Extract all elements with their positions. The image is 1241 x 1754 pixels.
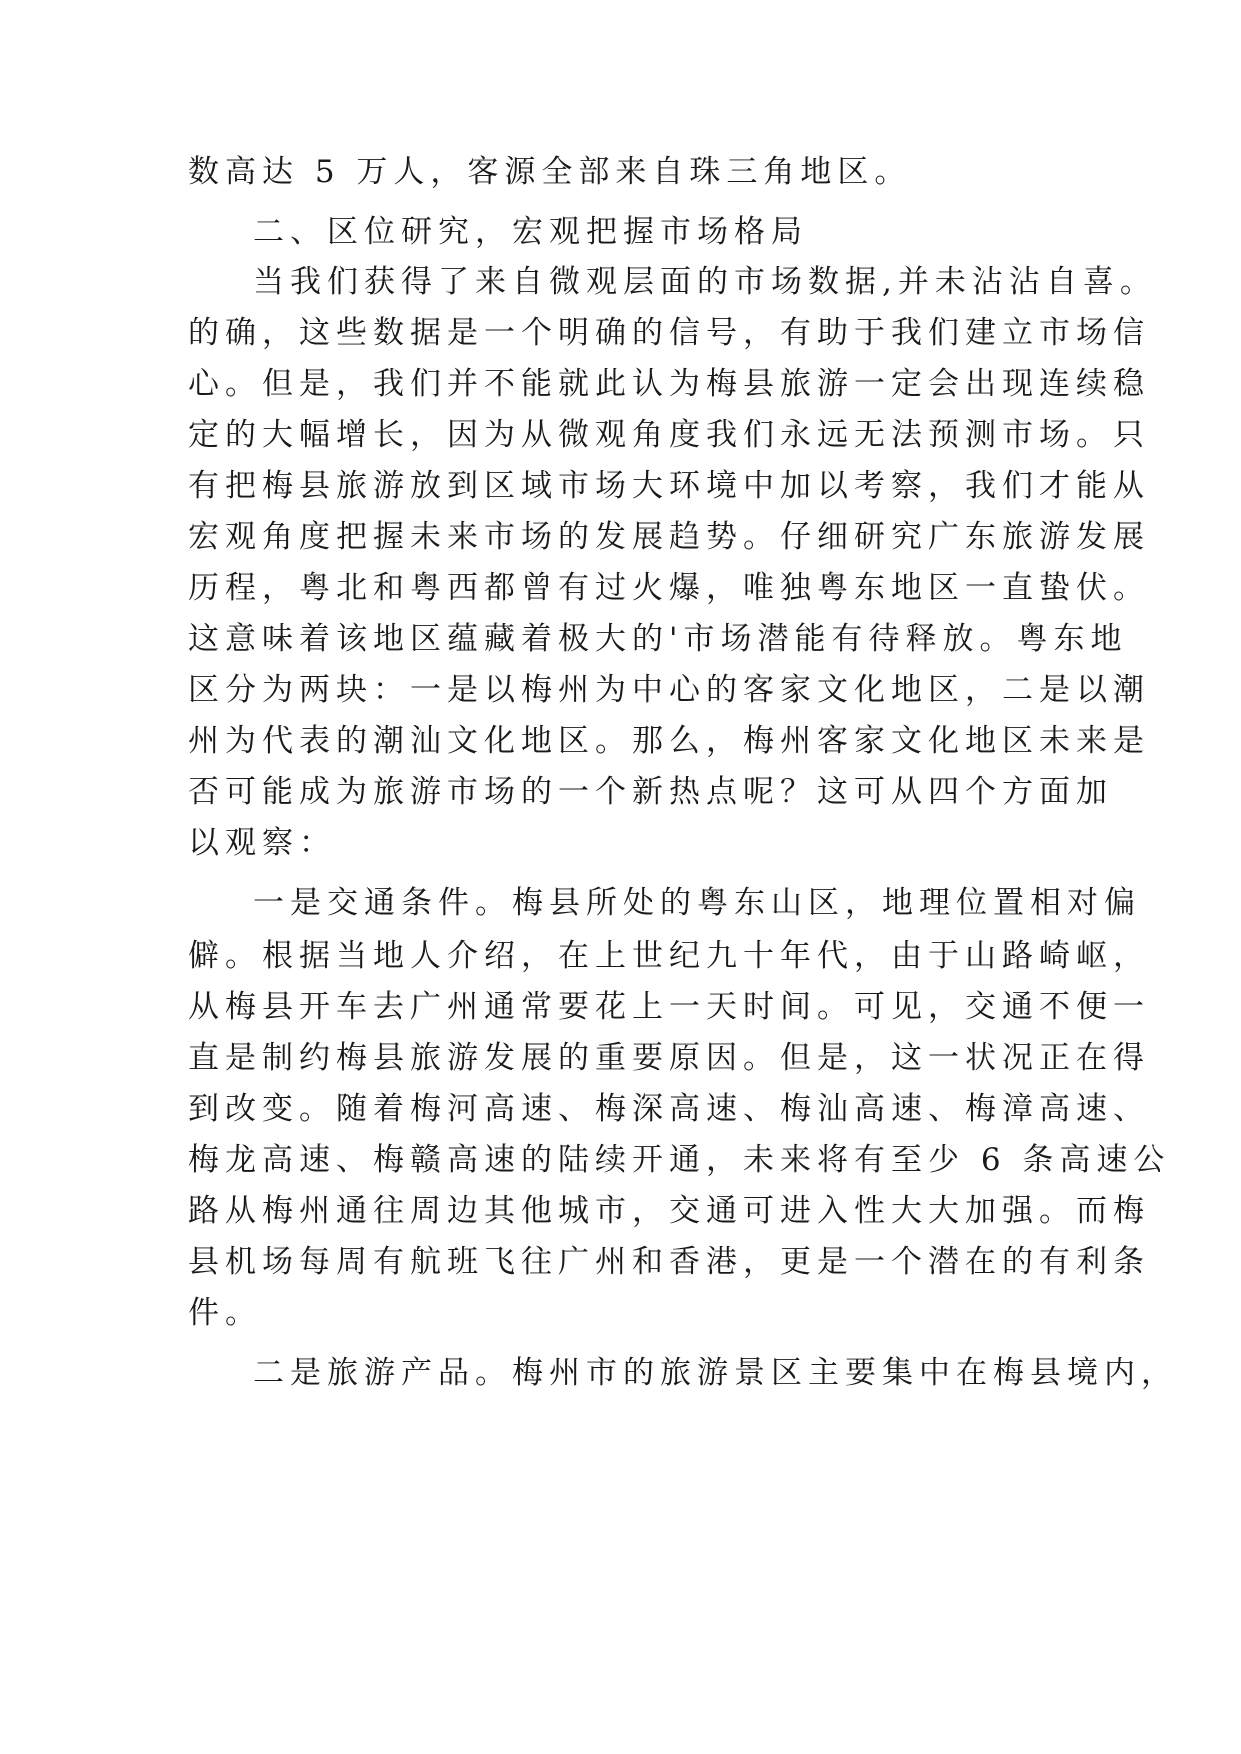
text-line: 历程，粤北和粤西都曾有过火爆，唯独粤东地区一直蛰伏。 — [188, 570, 1150, 606]
text-line: 件。 — [188, 1295, 262, 1331]
text-line: 否可能成为旅游市场的一个新热点呢？这可从四个方面加 — [188, 774, 1113, 810]
text-line: 县机场每周有航班飞往广州和香港，更是一个潜在的有利条 — [188, 1244, 1150, 1280]
text-line: 心。但是，我们并不能就此认为梅县旅游一定会出现连续稳 — [188, 366, 1150, 402]
text-line: 的确，这些数据是一个明确的信号，有助于我们建立市场信 — [188, 315, 1150, 351]
text-line: 定的大幅增长，因为从微观角度我们永远无法预测市场。只 — [188, 417, 1150, 453]
text-line: 从梅县开车去广州通常要花上一天时间。可见，交通不便一 — [188, 989, 1150, 1025]
text-line: 当我们获得了来自微观层面的市场数据,并未沾沾自喜。 — [253, 264, 1157, 300]
text-line: 有把梅县旅游放到区域市场大环境中加以考察，我们才能从 — [188, 468, 1150, 504]
text-line: 梅龙高速、梅赣高速的陆续开通，未来将有至少 6 条高速公 — [188, 1142, 1171, 1178]
text-line: 二是旅游产品。梅州市的旅游景区主要集中在梅县境内， — [253, 1355, 1178, 1391]
text-line: 一是交通条件。梅县所处的粤东山区，地理位置相对偏 — [253, 885, 1141, 921]
text-line: 路从梅州通往周边其他城市，交通可进入性大大加强。而梅 — [188, 1193, 1150, 1229]
text-line: 直是制约梅县旅游发展的重要原因。但是，这一状况正在得 — [188, 1040, 1150, 1076]
text-line: 这意味着该地区蕴藏着极大的'市场潜能有待释放。粤东地 — [188, 621, 1128, 657]
text-line: 宏观角度把握未来市场的发展趋势。仔细研究广东旅游发展 — [188, 519, 1150, 555]
text-line: 僻。根据当地人介绍，在上世纪九十年代，由于山路崎岖， — [188, 938, 1150, 974]
text-line: 区分为两块：一是以梅州为中心的客家文化地区，二是以潮 — [188, 672, 1150, 708]
text-line: 以观察： — [188, 825, 336, 861]
section-heading: 二、区位研究，宏观把握市场格局 — [253, 214, 808, 250]
text-line: 数高达 5 万人，客源全部来自珠三角地区。 — [188, 154, 912, 190]
text-line: 到改变。随着梅河高速、梅深高速、梅汕高速、梅漳高速、 — [188, 1091, 1150, 1127]
text-line: 州为代表的潮汕文化地区。那么，梅州客家文化地区未来是 — [188, 723, 1150, 759]
